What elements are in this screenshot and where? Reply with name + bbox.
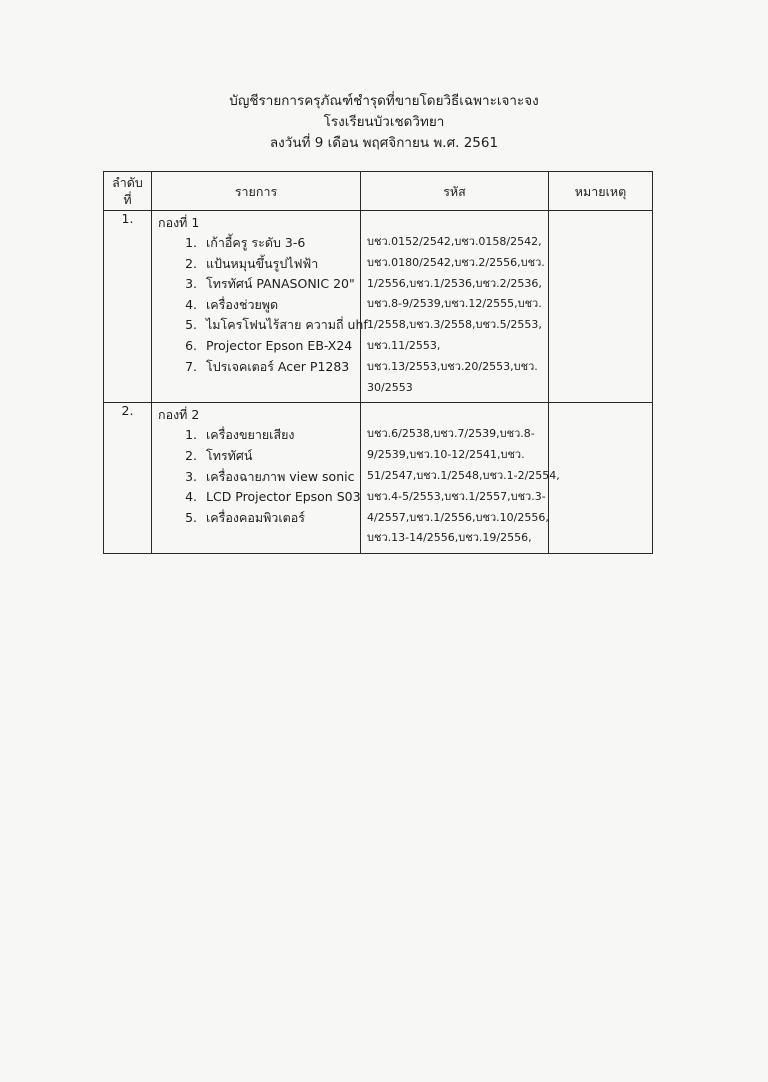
item-list [152, 231, 368, 383]
list-item [152, 315, 368, 336]
list-item [152, 336, 360, 357]
item-number: 2. [185, 447, 197, 463]
table-row [104, 403, 653, 554]
item-name: เครื่องช่วยพูด [206, 296, 279, 312]
list-item [152, 295, 360, 316]
row-codes-cell [361, 403, 560, 554]
asset-code-line: 1/2558,บชว.3/2558,บชว.5/2553, [367, 318, 542, 332]
row-note-cell [549, 211, 653, 403]
list-item [152, 446, 360, 467]
document-header [0, 91, 768, 154]
document-date: ลงวันที่ 9 เดือน พฤศจิกายน พ.ศ. 2561 [269, 135, 499, 151]
item-name: เก้าอี้ครู ระดับ 3-6 [206, 235, 306, 250]
row-items-cell [152, 211, 368, 403]
item-name: LCD Projector Epson S03 [206, 489, 361, 505]
group-label: กองที่ 2 [158, 407, 200, 423]
item-number: 5. [185, 509, 197, 525]
row-codes-cell [361, 211, 549, 403]
list-item [152, 254, 360, 275]
list-item [152, 467, 360, 488]
item-number: 3. [185, 276, 197, 292]
item-name: Projector Epson EB-X24 [206, 337, 353, 353]
row-number: 2. [104, 403, 152, 554]
item-name: เครื่องฉายภาพ view sonic [206, 468, 355, 484]
item-number: 1. [185, 427, 197, 443]
table-header-row [104, 172, 653, 211]
item-list [152, 423, 360, 534]
inventory-table [103, 171, 653, 554]
column-header-items: รายการ [152, 172, 361, 211]
item-name: เครื่องขยายเสียง [206, 427, 295, 443]
item-number: 7. [185, 358, 197, 374]
item-number: 1. [185, 235, 197, 250]
item-number: 4. [185, 489, 197, 505]
item-number: 2. [185, 255, 197, 271]
asset-code-line: บชว.11/2553, [367, 338, 441, 352]
column-header-code: รหัส [361, 172, 549, 211]
item-number: 6. [185, 337, 197, 353]
list-item [152, 233, 360, 254]
item-name: โปรเจคเตอร์ Acer P1283 [206, 358, 350, 374]
list-item [152, 425, 360, 446]
asset-code-line: 4/2557,บชว.1/2556,บชว.10/2556, [367, 510, 549, 524]
asset-codes [361, 211, 548, 402]
column-header-number: ลำดับ ที่ [104, 172, 152, 211]
asset-code-line: บชว.13/2553,บชว.20/2553,บชว. [367, 359, 538, 373]
asset-codes [361, 403, 560, 553]
asset-code-line: 9/2539,บชว.10-12/2541,บชว. [367, 448, 525, 462]
asset-code-line: บชว.13-14/2556,บชว.19/2556, [367, 531, 532, 545]
asset-code-line: บชว.0180/2542,บชว.2/2556,บชว. [367, 255, 545, 269]
item-number: 3. [185, 468, 197, 484]
group-label: กองที่ 1 [158, 215, 200, 230]
table-body [104, 211, 653, 554]
column-header-note: หมายเหตุ [549, 172, 653, 211]
item-name: โทรทัศน์ PANASONIC 20" [206, 276, 355, 292]
item-name: โทรทัศน์ [206, 447, 253, 463]
row-note-cell [549, 403, 653, 554]
asset-code-line: บชว.6/2538,บชว.7/2539,บชว.8- [367, 427, 535, 441]
asset-code-line: 51/2547,บชว.1/2548,บชว.1-2/2554, [367, 468, 560, 482]
asset-code-line: บชว.8-9/2539,บชว.12/2555,บชว. [367, 297, 542, 311]
item-number: 4. [185, 296, 197, 312]
list-item [152, 508, 360, 529]
item-name: แป้นหมุนขึ้นรูปไฟฟ้า [206, 255, 319, 271]
asset-code-line: บชว.0152/2542,บชว.0158/2542, [367, 235, 542, 248]
item-name: เครื่องคอมพิวเตอร์ [206, 509, 305, 525]
document-title: บัญชีรายการครุภัณฑ์ชำรุดที่ขายโดยวิธีเฉพาะเจาะจง [229, 93, 539, 109]
asset-code-line: 30/2553 [367, 380, 413, 394]
item-name: ไมโครโฟนไร้สาย ความถี่ uhf [206, 317, 368, 333]
row-items-cell [152, 403, 361, 554]
list-item [152, 274, 360, 295]
row-number: 1. [104, 211, 152, 403]
asset-code-line: 1/2556,บชว.1/2536,บชว.2/2536, [367, 276, 542, 290]
school-name: โรงเรียนบัวเชดวิทยา [323, 114, 445, 130]
list-item [152, 487, 360, 508]
table-row [104, 211, 653, 403]
asset-code-line: บชว.4-5/2553,บชว.1/2557,บชว.3- [367, 489, 546, 503]
list-item [152, 357, 360, 378]
item-number: 5. [185, 317, 197, 333]
